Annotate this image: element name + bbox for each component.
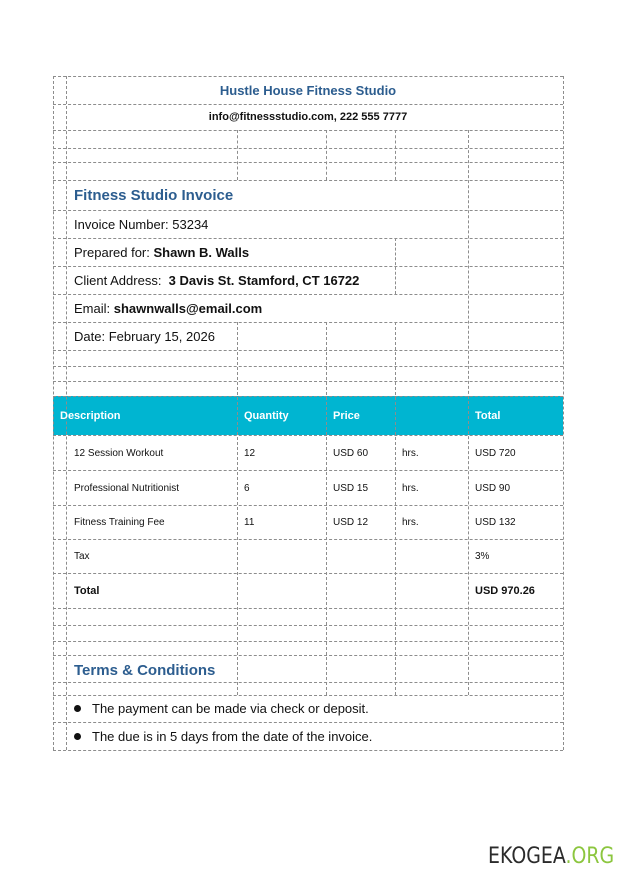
invoice-number-label: Invoice Number: <box>74 217 173 232</box>
email-value: shawnwalls@email.com <box>113 301 263 316</box>
row-1-total: USD 720 <box>475 448 516 459</box>
header-total: Total <box>475 410 501 422</box>
header-description: Description <box>60 410 121 422</box>
term-item-2: The due is in 5 days from the date of the invoice. <box>92 729 373 744</box>
watermark-logo <box>488 846 614 868</box>
invoice-number-line <box>74 218 208 231</box>
watermark-text-main: EKOGEA <box>488 844 566 869</box>
row-2-description: Professional Nutritionist <box>74 483 180 494</box>
invoice-sheet <box>53 76 563 750</box>
tax-label: Tax <box>74 551 90 562</box>
row-1-description: 12 Session Workout <box>74 448 164 459</box>
row-2-quantity: 6 <box>244 483 250 494</box>
header-price: Price <box>333 410 360 422</box>
row-3-quantity: 11 <box>244 517 255 528</box>
date-value: February 15, 2026 <box>108 329 215 344</box>
prepared-for-line <box>74 246 249 259</box>
terms-title: Terms & Conditions <box>74 662 216 679</box>
header-quantity: Quantity <box>244 410 289 422</box>
prepared-for-label: Prepared for: <box>74 245 154 260</box>
total-value: USD 970.26 <box>475 585 535 597</box>
row-1-price: USD 60 <box>333 448 369 459</box>
invoice-title: Fitness Studio Invoice <box>74 187 234 204</box>
term-item-1: The payment can be made via check or deposit. <box>92 701 369 716</box>
row-3-description: Fitness Training Fee <box>74 517 165 528</box>
row-2-unit: hrs. <box>402 483 419 494</box>
row-3-total: USD 132 <box>475 517 516 528</box>
client-address-line <box>74 274 359 287</box>
client-address-label: Client Address: <box>74 273 169 288</box>
watermark-text-suffix: .ORG <box>565 844 615 869</box>
total-label: Total <box>74 585 100 597</box>
row-2-total: USD 90 <box>475 483 511 494</box>
date-line <box>74 330 215 343</box>
bullet-icon <box>74 733 81 740</box>
row-1-quantity: 12 <box>244 448 256 459</box>
row-3-unit: hrs. <box>402 517 419 528</box>
studio-name: Hustle House Fitness Studio <box>219 83 397 98</box>
row-2-price: USD 15 <box>333 483 369 494</box>
studio-contact: info@fitnessstudio.com, 222 555 7777 <box>208 111 408 123</box>
invoice-number-value: 53234 <box>172 217 209 232</box>
date-label: Date: <box>74 329 109 344</box>
tax-value: 3% <box>475 551 490 562</box>
prepared-for-value: Shawn B. Walls <box>153 245 250 260</box>
row-3-price: USD 12 <box>333 517 369 528</box>
row-1-unit: hrs. <box>402 448 419 459</box>
bullet-icon <box>74 705 81 712</box>
client-address-value: 3 Davis St. Stamford, CT 16722 <box>168 273 360 288</box>
email-line <box>74 302 262 315</box>
email-label: Email: <box>74 301 114 316</box>
